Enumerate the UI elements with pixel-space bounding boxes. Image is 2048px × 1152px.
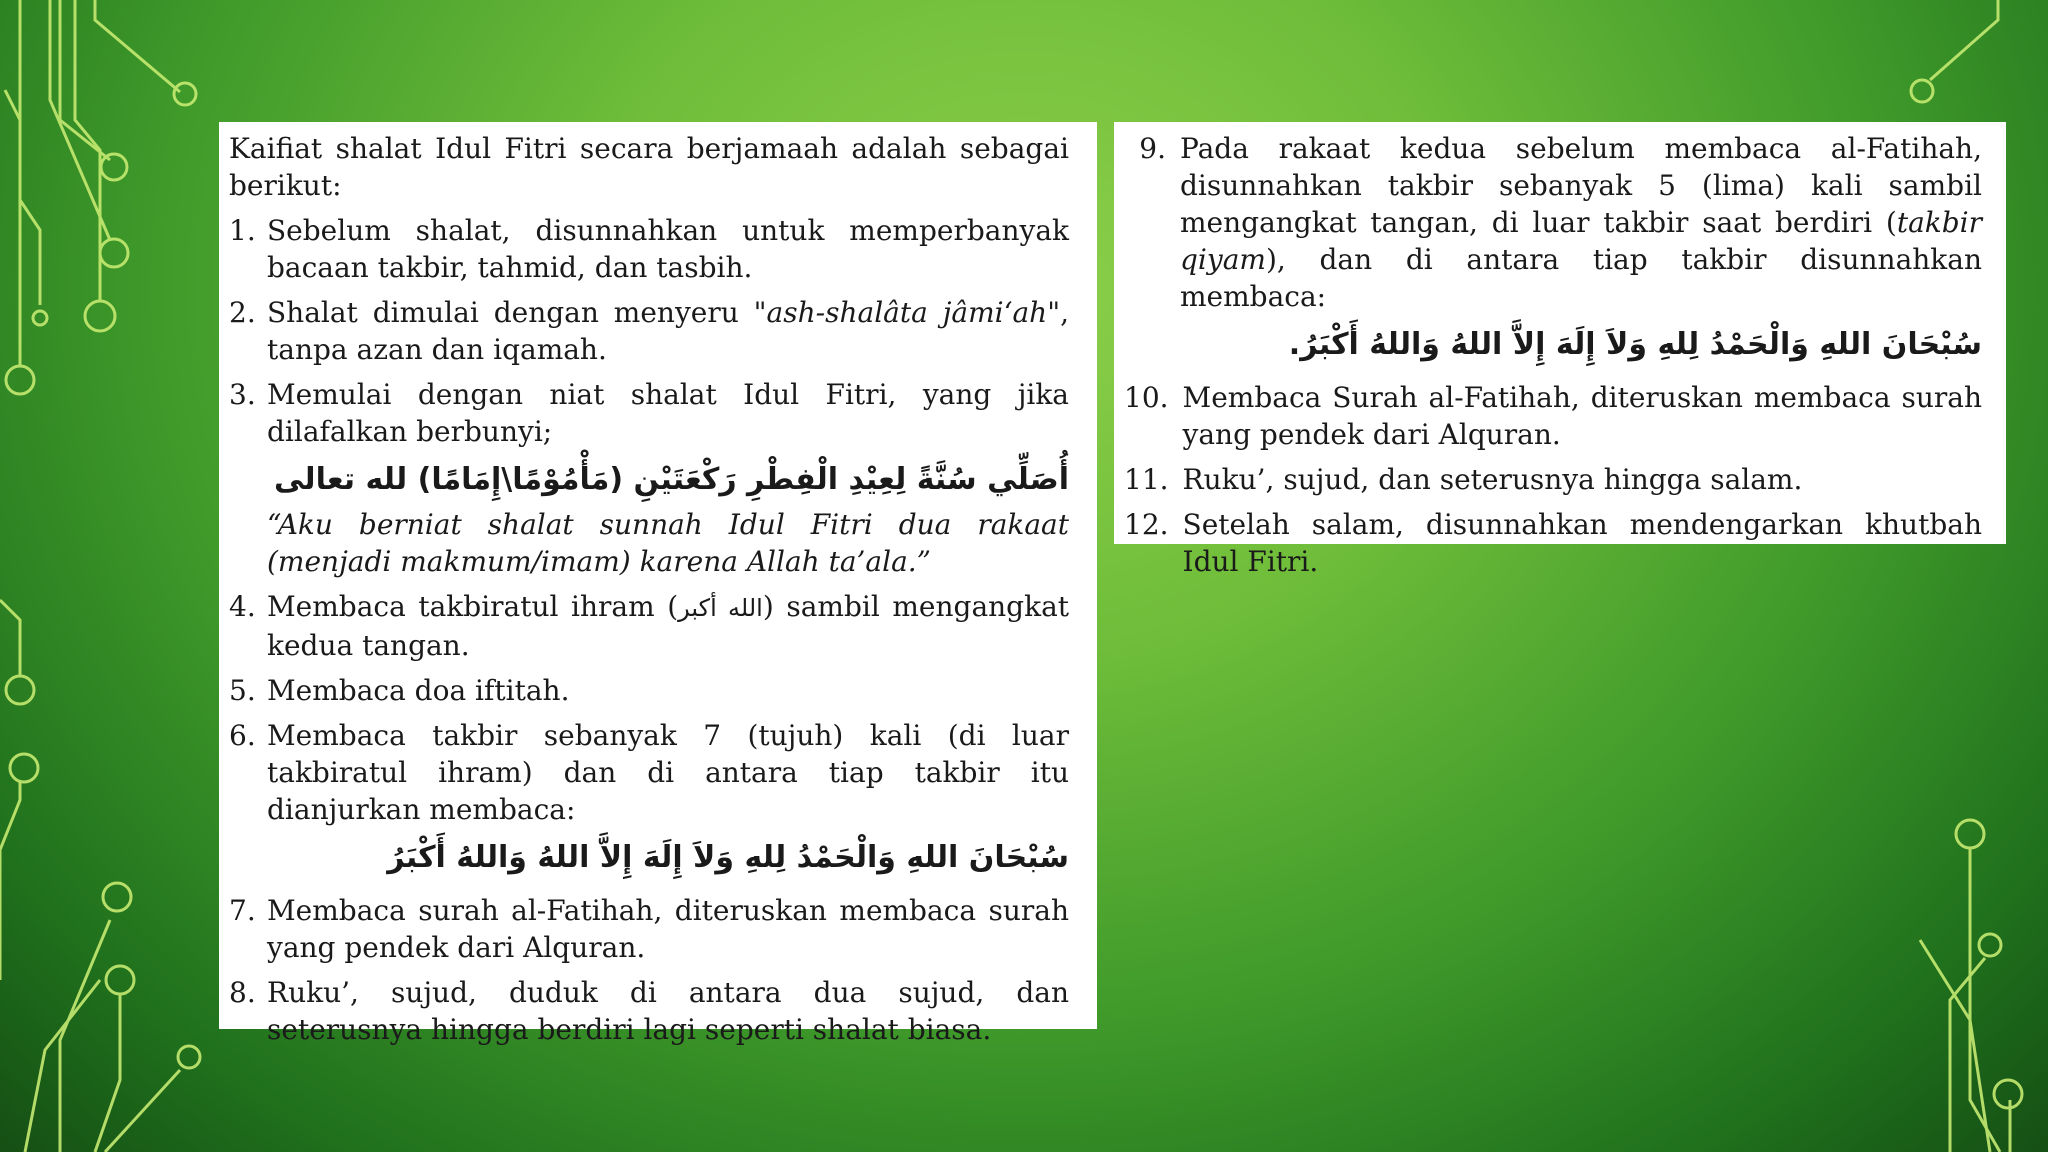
intro-text: Kaifiat shalat Idul Fitri secara berjamaah adalah sebagai berikut: [229, 132, 1069, 202]
item-text: Membaca doa iftitah. [267, 674, 570, 707]
item-text-post: ) sambil mengangkat kedua tangan. [267, 590, 1070, 662]
item-text-pre: Pada rakaat kedua sebelum membaca al-Fatihah, disunnahkan takbir sebanyak 5 (lima) kali sambil mengangkat tangan, di luar takbir saat berdiri ( [1180, 132, 1982, 239]
item-text-pre: Membaca takbiratul ihram ( [267, 590, 679, 623]
item-text: Setelah salam, disunnahkan mendengarkan khutbah Idul Fitri. [1182, 508, 1982, 578]
item-text [267, 588, 1069, 664]
item-text [1180, 130, 1982, 315]
item-number: 6. [229, 719, 256, 752]
item-text: Sebelum shalat, disunnahkan untuk memperbanyak bacaan takbir, tahmid, dan tasbih. [267, 214, 1069, 284]
item-text-italic: ash-shalâta jâmi‘ah [766, 296, 1048, 329]
list-item-6 [229, 717, 1069, 884]
list-item-9 [1124, 130, 1982, 371]
item-text: Membaca takbir sebanyak 7 (tujuh) kali (di luar takbiratul ihram) dan di antara tiap takbir itu dianjurkan membaca: [267, 719, 1069, 826]
niat-translation: “Aku berniat shalat sunnah Idul Fitri dua rakaat (menjadi makmum/imam) karena Allah ta’ala.” [267, 508, 1069, 578]
item-body [1180, 130, 1982, 371]
item-text: Membaca Surah al-Fatihah, diteruskan membaca surah yang pendek dari Alquran. [1182, 381, 1982, 451]
item-number: 11. [1124, 463, 1169, 496]
list-item-5 [229, 672, 1069, 709]
content-panel-right [1114, 122, 2006, 578]
item-number: 2. [229, 296, 256, 329]
item-number: 1. [229, 214, 256, 247]
list-item-10 [1124, 379, 1982, 453]
content-panel-left [219, 122, 1097, 1046]
item-number: 8. [229, 976, 256, 1009]
item-body [267, 376, 1069, 580]
item-number: 9. [1139, 132, 1166, 165]
item-number: 12. [1124, 508, 1169, 541]
list-item-2 [229, 294, 1069, 368]
tasbih-arabic-text: سُبْحَانَ اللهِ وَالْحَمْدُ لِلهِ وَلاَ إِلَهَ إِلاَّ اللهُ وَاللهُ أَكْبَرُ [387, 840, 1069, 875]
item-number: 7. [229, 894, 256, 927]
takbir-arabic-inline: الله أكبر [678, 594, 763, 622]
item-body [267, 717, 1069, 884]
list-item-3 [229, 376, 1069, 580]
list-item-12 [1124, 506, 1982, 580]
niat-arabic-text: أُصَلِّي سُنَّةً لِعِيْدِ الْفِطْرِ رَكْعَتَيْنِ (مَأْمُوْمًا\إِمَامًا) لله تعالى [273, 462, 1069, 497]
item-text: Ruku’, sujud, duduk di antara dua sujud, dan seterusnya hingga berdiri lagi seperti shalat biasa. [267, 976, 1069, 1046]
item-text-post: ", tanpa azan dan iqamah. [267, 296, 1069, 366]
list-item-4 [229, 588, 1069, 664]
list-item-7 [229, 892, 1069, 966]
item-text [267, 294, 1069, 368]
item-text: Memulai dengan niat shalat Idul Fitri, yang jika dilafalkan berbunyi; [267, 378, 1069, 448]
item-number: 5. [229, 674, 256, 707]
item-text-pre: Shalat dimulai dengan menyeru " [267, 296, 767, 329]
item-text: Ruku’, sujud, dan seterusnya hingga salam. [1182, 463, 1803, 496]
item-number: 10. [1124, 381, 1169, 414]
item-text-post: ), dan di antara tiap takbir disunnahkan membaca: [1180, 243, 1982, 313]
item-number: 4. [229, 590, 256, 623]
tasbih-arabic-text: سُبْحَانَ اللهِ وَالْحَمْدُ لِلهِ وَلاَ إِلَهَ إِلاَّ اللهُ وَاللهُ أَكْبَرُ. [1288, 327, 1982, 362]
item-text-italic: takbir qiyam [1180, 206, 1982, 276]
item-text: Membaca surah al-Fatihah, diteruskan membaca surah yang pendek dari Alquran. [267, 894, 1069, 964]
list-item-1 [229, 212, 1069, 286]
item-number: 3. [229, 378, 256, 411]
list-item-11 [1124, 461, 1982, 498]
list-item-8 [229, 974, 1069, 1048]
